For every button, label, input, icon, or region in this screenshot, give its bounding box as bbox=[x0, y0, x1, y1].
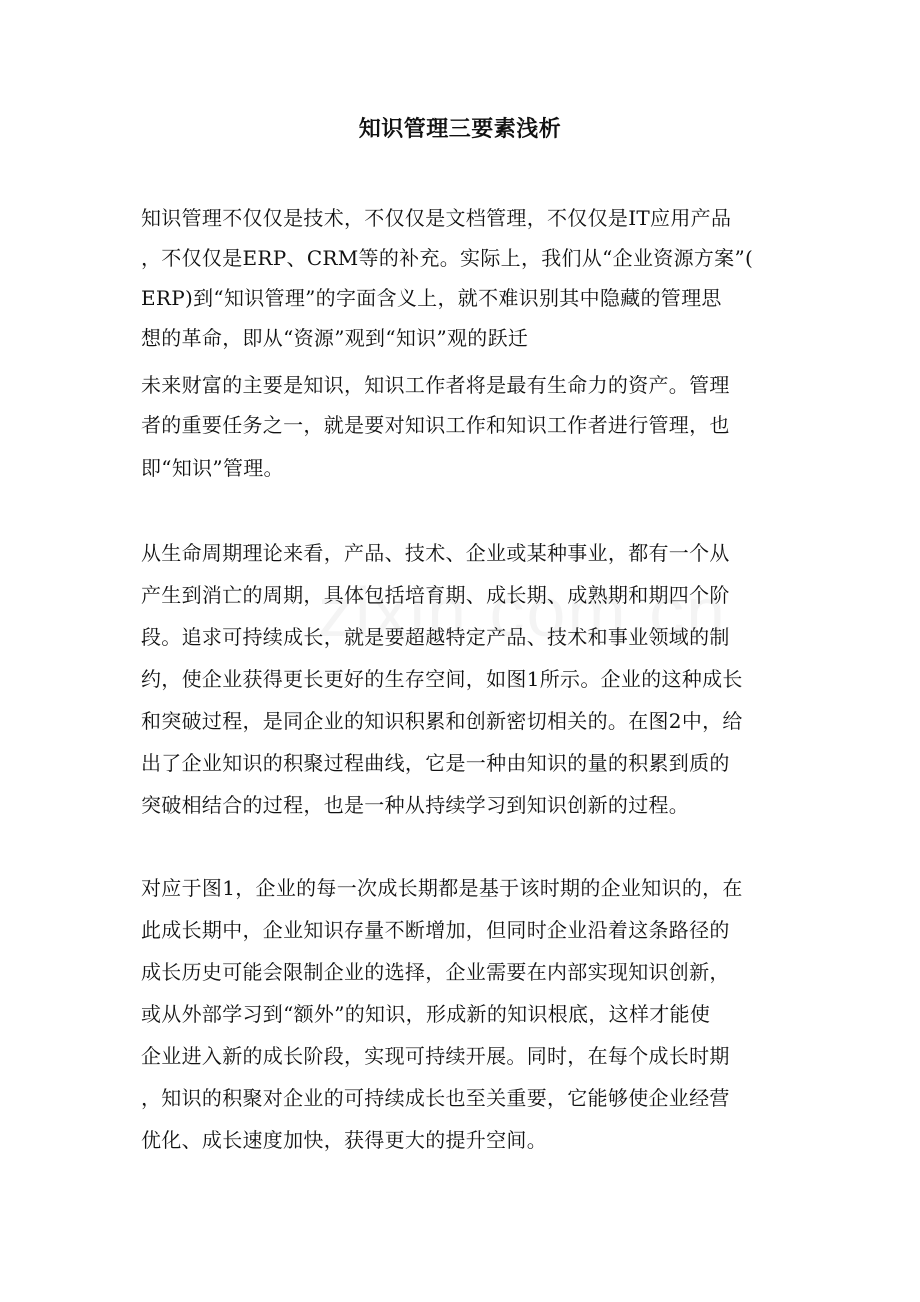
text-line: 者的重要任务之一，就是要对知识工作和知识工作者进行管理，也 bbox=[141, 413, 730, 437]
text-line: 或从外部学习到“额外”的知识，形成新的知识根底，这样才能使 bbox=[141, 1002, 711, 1026]
text-line: 产生到消亡的周期，具体包括培育期、成长期、成熟期和期四个阶 bbox=[141, 583, 730, 607]
text-line: 段。追求可持续成长，就是要超越特定产品、技术和事业领域的制 bbox=[141, 625, 730, 649]
document-title: 知识管理三要素浅析 bbox=[358, 116, 562, 142]
text-line: 出了企业知识的积聚过程曲线，它是一种由知识的量的积累到质的 bbox=[141, 751, 730, 775]
text-line: 想的革命，即从“资源”观到“知识”观的跃迁 bbox=[141, 326, 529, 350]
text-line: 成长历史可能会限制企业的选择，企业需要在内部实现知识创新， bbox=[141, 960, 730, 984]
text-line: 约，使企业获得更长更好的生存空间，如图1所示。企业的这种成长 bbox=[141, 667, 743, 691]
text-line: 知识管理不仅仅是技术，不仅仅是文档管理，不仅仅是IT应用产品 bbox=[141, 206, 732, 230]
text-line: ERP)到“知识管理”的字面含义上，就不难识别其中隐藏的管理思 bbox=[141, 286, 722, 310]
text-line: 和突破过程，是同企业的知识积累和创新密切相关的。在图2中，给 bbox=[141, 709, 743, 733]
text-line: 此成长期中，企业知识存量不断增加，但同时企业沿着这条路径的 bbox=[141, 918, 730, 942]
text-line: 优化、成长速度加快，获得更大的提升空间。 bbox=[141, 1128, 547, 1152]
text-line: 从生命周期理论来看，产品、技术、企业或某种事业，都有一个从 bbox=[141, 541, 730, 565]
text-line: ，知识的积聚对企业的可持续成长也至关重要，它能够使企业经营 bbox=[141, 1086, 730, 1110]
text-line: 未来财富的主要是知识，知识工作者将是最有生命力的资产。管理 bbox=[141, 373, 730, 397]
text-line: 突破相结合的过程，也是一种从持续学习到知识创新的过程。 bbox=[141, 793, 690, 817]
text-line: ，不仅仅是ERP、CRM等的补充。实际上，我们从“企业资源方案”( bbox=[141, 246, 754, 270]
text-line: 对应于图1，企业的每一次成长期都是基于该时期的企业知识的，在 bbox=[141, 876, 743, 900]
text-line: 企业进入新的成长阶段，实现可持续开展。同时，在每个成长时期 bbox=[141, 1044, 730, 1068]
text-line: 即“知识”管理。 bbox=[141, 456, 284, 480]
